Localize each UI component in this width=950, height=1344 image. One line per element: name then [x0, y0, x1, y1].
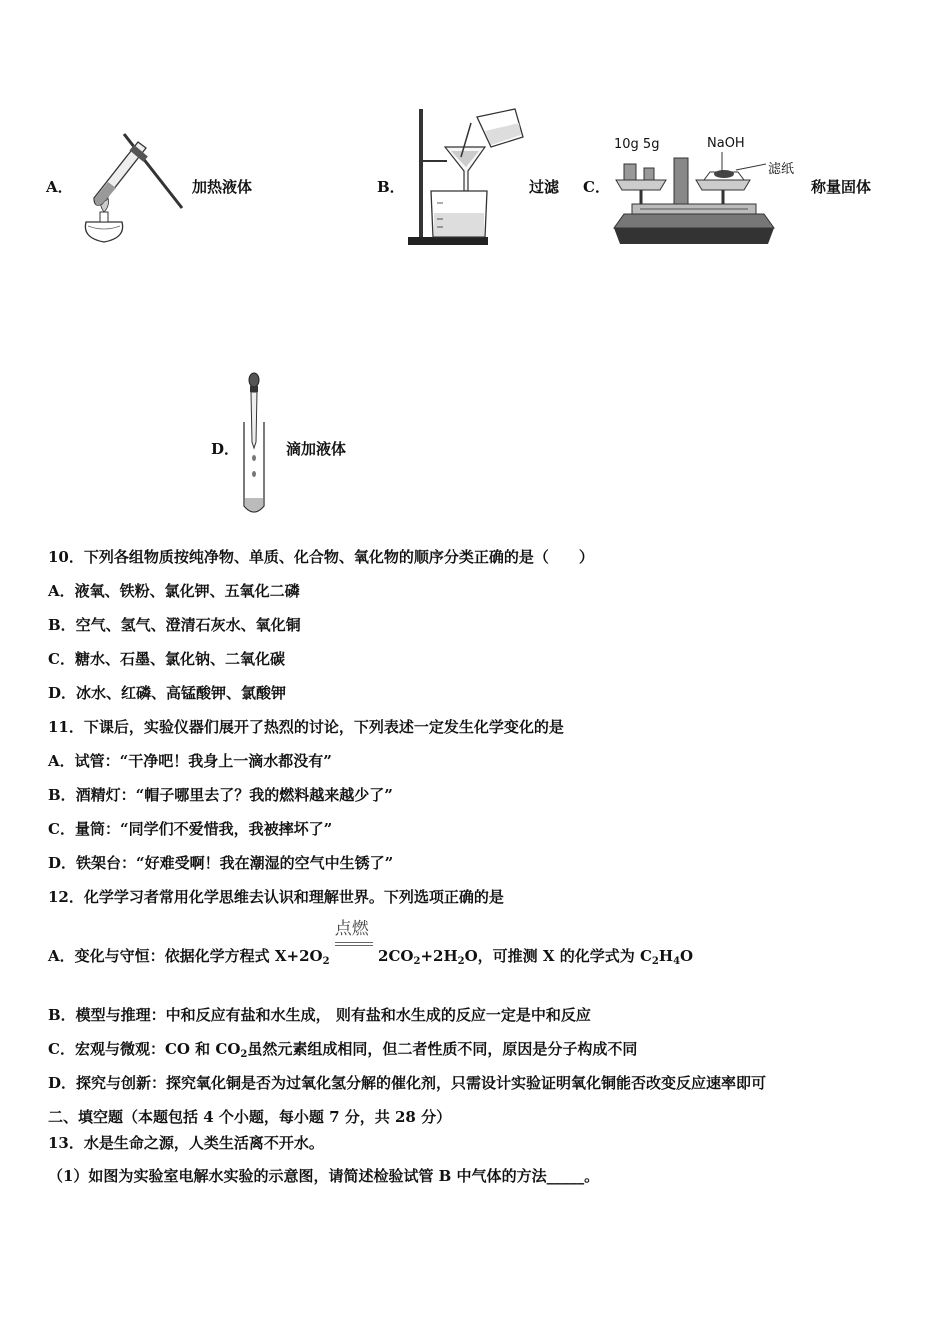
q10-option-d: D．冰水、红磷、高锰酸钾、氯酸钾: [48, 684, 287, 702]
q13-part1: （1）如图为实验室电解水实验的示意图，请简述检验试管 B 中气体的方法_____。: [48, 1167, 600, 1185]
q12-option-a: [48, 919, 694, 967]
q12-a-formula-h-subscript: 4: [673, 956, 681, 967]
q11-option-d: D．铁架台：“好难受啊！我在潮湿的空气中生锈了”: [48, 854, 394, 872]
q13-stem: 13．水是生命之源，人类生活离不开水。: [48, 1134, 324, 1152]
q12-a-o2-subscript: 2: [322, 956, 330, 967]
q12-a-formula-c-subscript: 2: [651, 956, 659, 967]
figure-c-balance-illustration: [610, 150, 780, 245]
q12-option-b: B．模型与推理：中和反应有盐和水生成， 则有盐和水生成的反应一定是中和反应: [48, 1006, 591, 1024]
figure-c-caption: 称量固体: [811, 178, 872, 196]
q12-a-product-co: 2CO: [378, 947, 414, 965]
figure-d-letter: D．: [211, 440, 240, 458]
q12-equal-line-2: [335, 945, 373, 946]
q12-c-subscript: 2: [240, 1049, 248, 1060]
figure-c-weights-label: 10g 5g: [614, 137, 660, 152]
q10-stem: 10．下列各组物质按纯净物、单质、化合物、氧化物的顺序分类正确的是（ ）: [48, 548, 594, 566]
q12-c-suffix: 虽然元素组成相同，但二者性质不同，原因是分子构成不同: [247, 1040, 638, 1058]
figure-b-letter: B．: [377, 178, 405, 196]
q10-option-c: C．糖水、石墨、氯化钠、二氧化碳: [48, 650, 285, 668]
figure-d-caption: 滴加液体: [286, 440, 347, 458]
q11-option-c: C．量筒：“同学们不爱惜我，我被摔坏了”: [48, 820, 333, 838]
q10-option-b: B．空气、氢气、澄清石灰水、氧化铜: [48, 616, 301, 634]
q12-a-formula-h: H: [658, 947, 674, 965]
q12-stem: 12．化学学习者常用化学思维去认识和理解世界。下列选项正确的是: [48, 888, 504, 906]
q11-option-a: A．试管：“干净吧！我身上一滴水都没有”: [48, 752, 332, 770]
figure-c-filter-paper-label: 滤纸: [768, 162, 795, 177]
section2-title: 二、填空题（本题包括 4 个小题，每小题 7 分，共 28 分）: [48, 1108, 452, 1126]
q11-stem: 11．下课后，实验仪器们展开了热烈的讨论，下列表述一定发生化学变化的是: [48, 718, 564, 736]
q12-a-h-subscript: 2: [457, 956, 465, 967]
figure-b-caption: 过滤: [529, 178, 560, 196]
q10-option-a: A．液氧、铁粉、氯化钾、五氧化二磷: [48, 582, 300, 600]
q12-option-d: D．探究与创新：探究氧化铜是否为过氧化氢分解的催化剂，只需设计实验证明氧化铜能否改变反应速率即可: [48, 1074, 767, 1092]
q12-equal-line-1: [335, 942, 373, 943]
figure-d-dropper-illustration: [236, 370, 272, 518]
q12-option-c: [48, 1039, 637, 1059]
q12-c-prefix: C．宏观与微观：CO 和 CO: [48, 1040, 241, 1058]
figure-a-caption: 加热液体: [192, 178, 253, 196]
q12-a-co-subscript: 2: [413, 956, 421, 967]
q12-a-suffix: O，可推测 X 的化学式为 C: [464, 947, 652, 965]
figure-b-filtration-illustration: [405, 103, 530, 248]
q11-option-b: B．酒精灯：“帽子哪里去了？我的燃料越来越少了”: [48, 786, 393, 804]
q12-a-product-h: +2H: [420, 947, 458, 965]
q12-condition: 点燃: [334, 919, 369, 939]
figure-c-naoh-label: NaOH: [707, 136, 745, 151]
q12-a-formula-end: O: [680, 947, 694, 965]
figure-a-letter: A．: [46, 178, 73, 196]
figure-c-letter: C．: [583, 178, 610, 196]
figure-a-heating-liquid-illustration: [72, 120, 187, 245]
q12-a-prefix: A．变化与守恒：依据化学方程式 X+2O: [48, 947, 323, 965]
